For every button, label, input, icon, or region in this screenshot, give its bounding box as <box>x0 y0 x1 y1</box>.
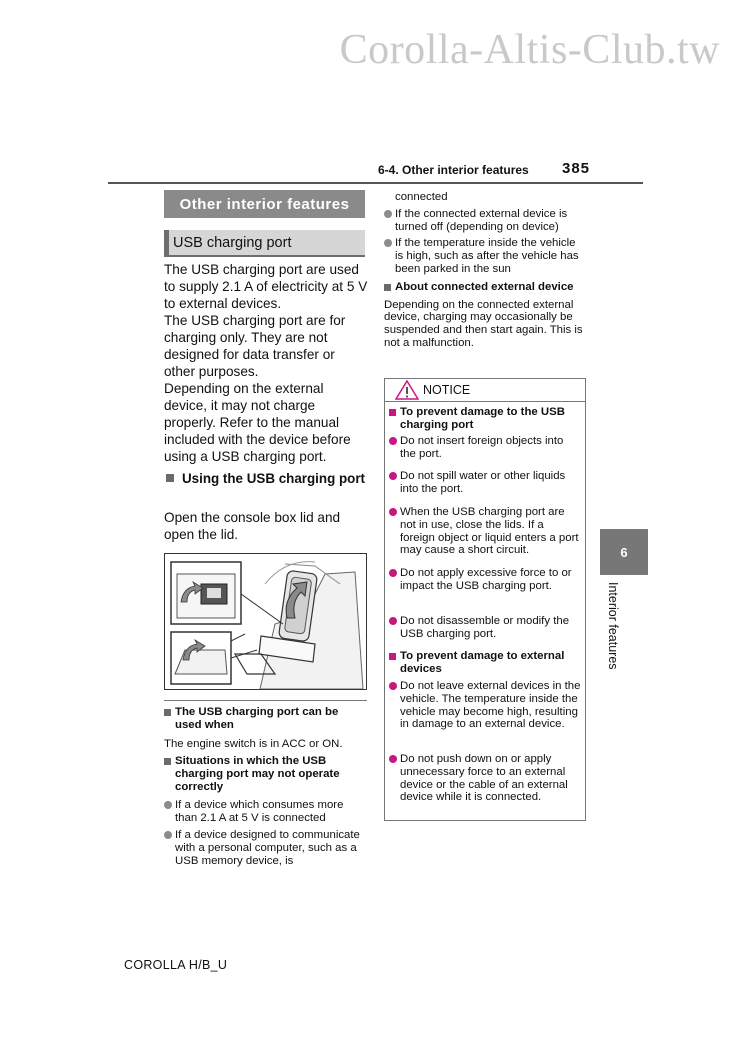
note-heading: Situations in which the USB charging port may not operate correctly <box>164 755 367 793</box>
square-bullet-icon <box>389 409 396 416</box>
note-text: The engine switch is in ACC or ON. <box>164 737 343 750</box>
section-heading: 6-4. Other interior features <box>378 163 529 177</box>
subsection-title: USB charging port <box>164 230 365 257</box>
console-box-illustration <box>164 553 367 690</box>
notice-heading: To prevent damage to external devices <box>389 650 581 676</box>
bullet-dot-icon <box>389 682 397 690</box>
bullet-dot-icon <box>389 569 397 577</box>
notice-box <box>384 378 586 821</box>
page-title: Other interior features <box>164 190 365 218</box>
square-bullet-icon <box>164 709 171 716</box>
bullet-dot-icon <box>164 801 172 809</box>
using-heading: Using the USB charging port <box>164 470 369 487</box>
notice-item: Do not apply excessive force to or impact the USB charging port. <box>389 567 581 593</box>
notice-item: Do not spill water or other liquids into the port. <box>389 470 581 496</box>
notice-label: NOTICE <box>423 383 471 397</box>
intro-text <box>164 261 369 465</box>
note-heading: The USB charging port can be used when <box>164 706 367 732</box>
intro-paragraph: The USB charging port are for charging only. They are not designed for data transfer or other purposes. <box>164 313 346 379</box>
notice-item: Do not insert foreign objects into the port. <box>389 435 581 461</box>
warning-triangle-icon <box>395 380 419 400</box>
footer-model: COROLLA H/B_U <box>124 958 228 972</box>
console-usb-diagram <box>165 554 366 689</box>
notice-item: Do not push down on or apply unnecessary force to an external device or the cable of an external device while it is connected. <box>389 753 581 804</box>
bullet-dot-icon <box>164 831 172 839</box>
header-rule <box>108 182 643 184</box>
bullet-dot-icon <box>384 210 392 218</box>
note-bullet: If the connected external device is turned off (depending on device) <box>384 208 586 234</box>
note-heading: About connected external device <box>384 281 586 294</box>
bullet-dot-icon <box>389 437 397 445</box>
square-bullet-icon <box>384 284 391 291</box>
note-text: Depending on the connected external device, charging may occasionally be suspended and then start again. This is not a malfunction. <box>384 298 583 349</box>
bullet-dot-icon <box>389 755 397 763</box>
notice-item: Do not leave external devices in the vehicle. The temperature inside the vehicle may become high, resulting in damage to an external device. <box>389 680 581 731</box>
notes-left <box>164 700 367 868</box>
square-bullet-icon <box>166 474 174 482</box>
bullet-dot-icon <box>389 508 397 516</box>
bullet-dot-icon <box>389 617 397 625</box>
notes-right <box>384 191 586 350</box>
note-continuation: connected <box>395 191 448 203</box>
intro-paragraph: The USB charging port are used to supply 2.1 A of electricity at 5 V to external devices. <box>164 262 368 311</box>
notice-header <box>385 379 585 402</box>
intro-paragraph: Depending on the external device, it may not charge properly. Refer to the manual included with the device before using a USB charging port. <box>164 381 351 464</box>
square-bullet-icon <box>389 653 396 660</box>
note-bullet: If the temperature inside the vehicle is high, such as after the vehicle has been parked in the sun <box>384 237 586 275</box>
square-bullet-icon <box>164 758 171 765</box>
chapter-tab: 6 <box>600 529 648 575</box>
note-bullet: If a device designed to communicate with a personal computer, such as a USB memory device, is <box>164 829 367 867</box>
watermark: Corolla-Altis-Club.tw <box>339 27 720 73</box>
page-number: 385 <box>562 160 591 177</box>
bullet-dot-icon <box>389 472 397 480</box>
using-text: Open the console box lid and open the lid. <box>164 510 341 542</box>
notice-item: Do not disassemble or modify the USB charging port. <box>389 615 581 641</box>
bullet-dot-icon <box>384 239 392 247</box>
notice-item: When the USB charging port are not in use, close the lids. If a foreign object or liquid enters a port may cause a short circuit. <box>389 506 581 557</box>
note-bullet: If a device which consumes more than 2.1 A at 5 V is connected <box>164 799 367 825</box>
notice-heading: To prevent damage to the USB charging port <box>389 406 581 432</box>
chapter-label: Interior features <box>606 582 620 670</box>
